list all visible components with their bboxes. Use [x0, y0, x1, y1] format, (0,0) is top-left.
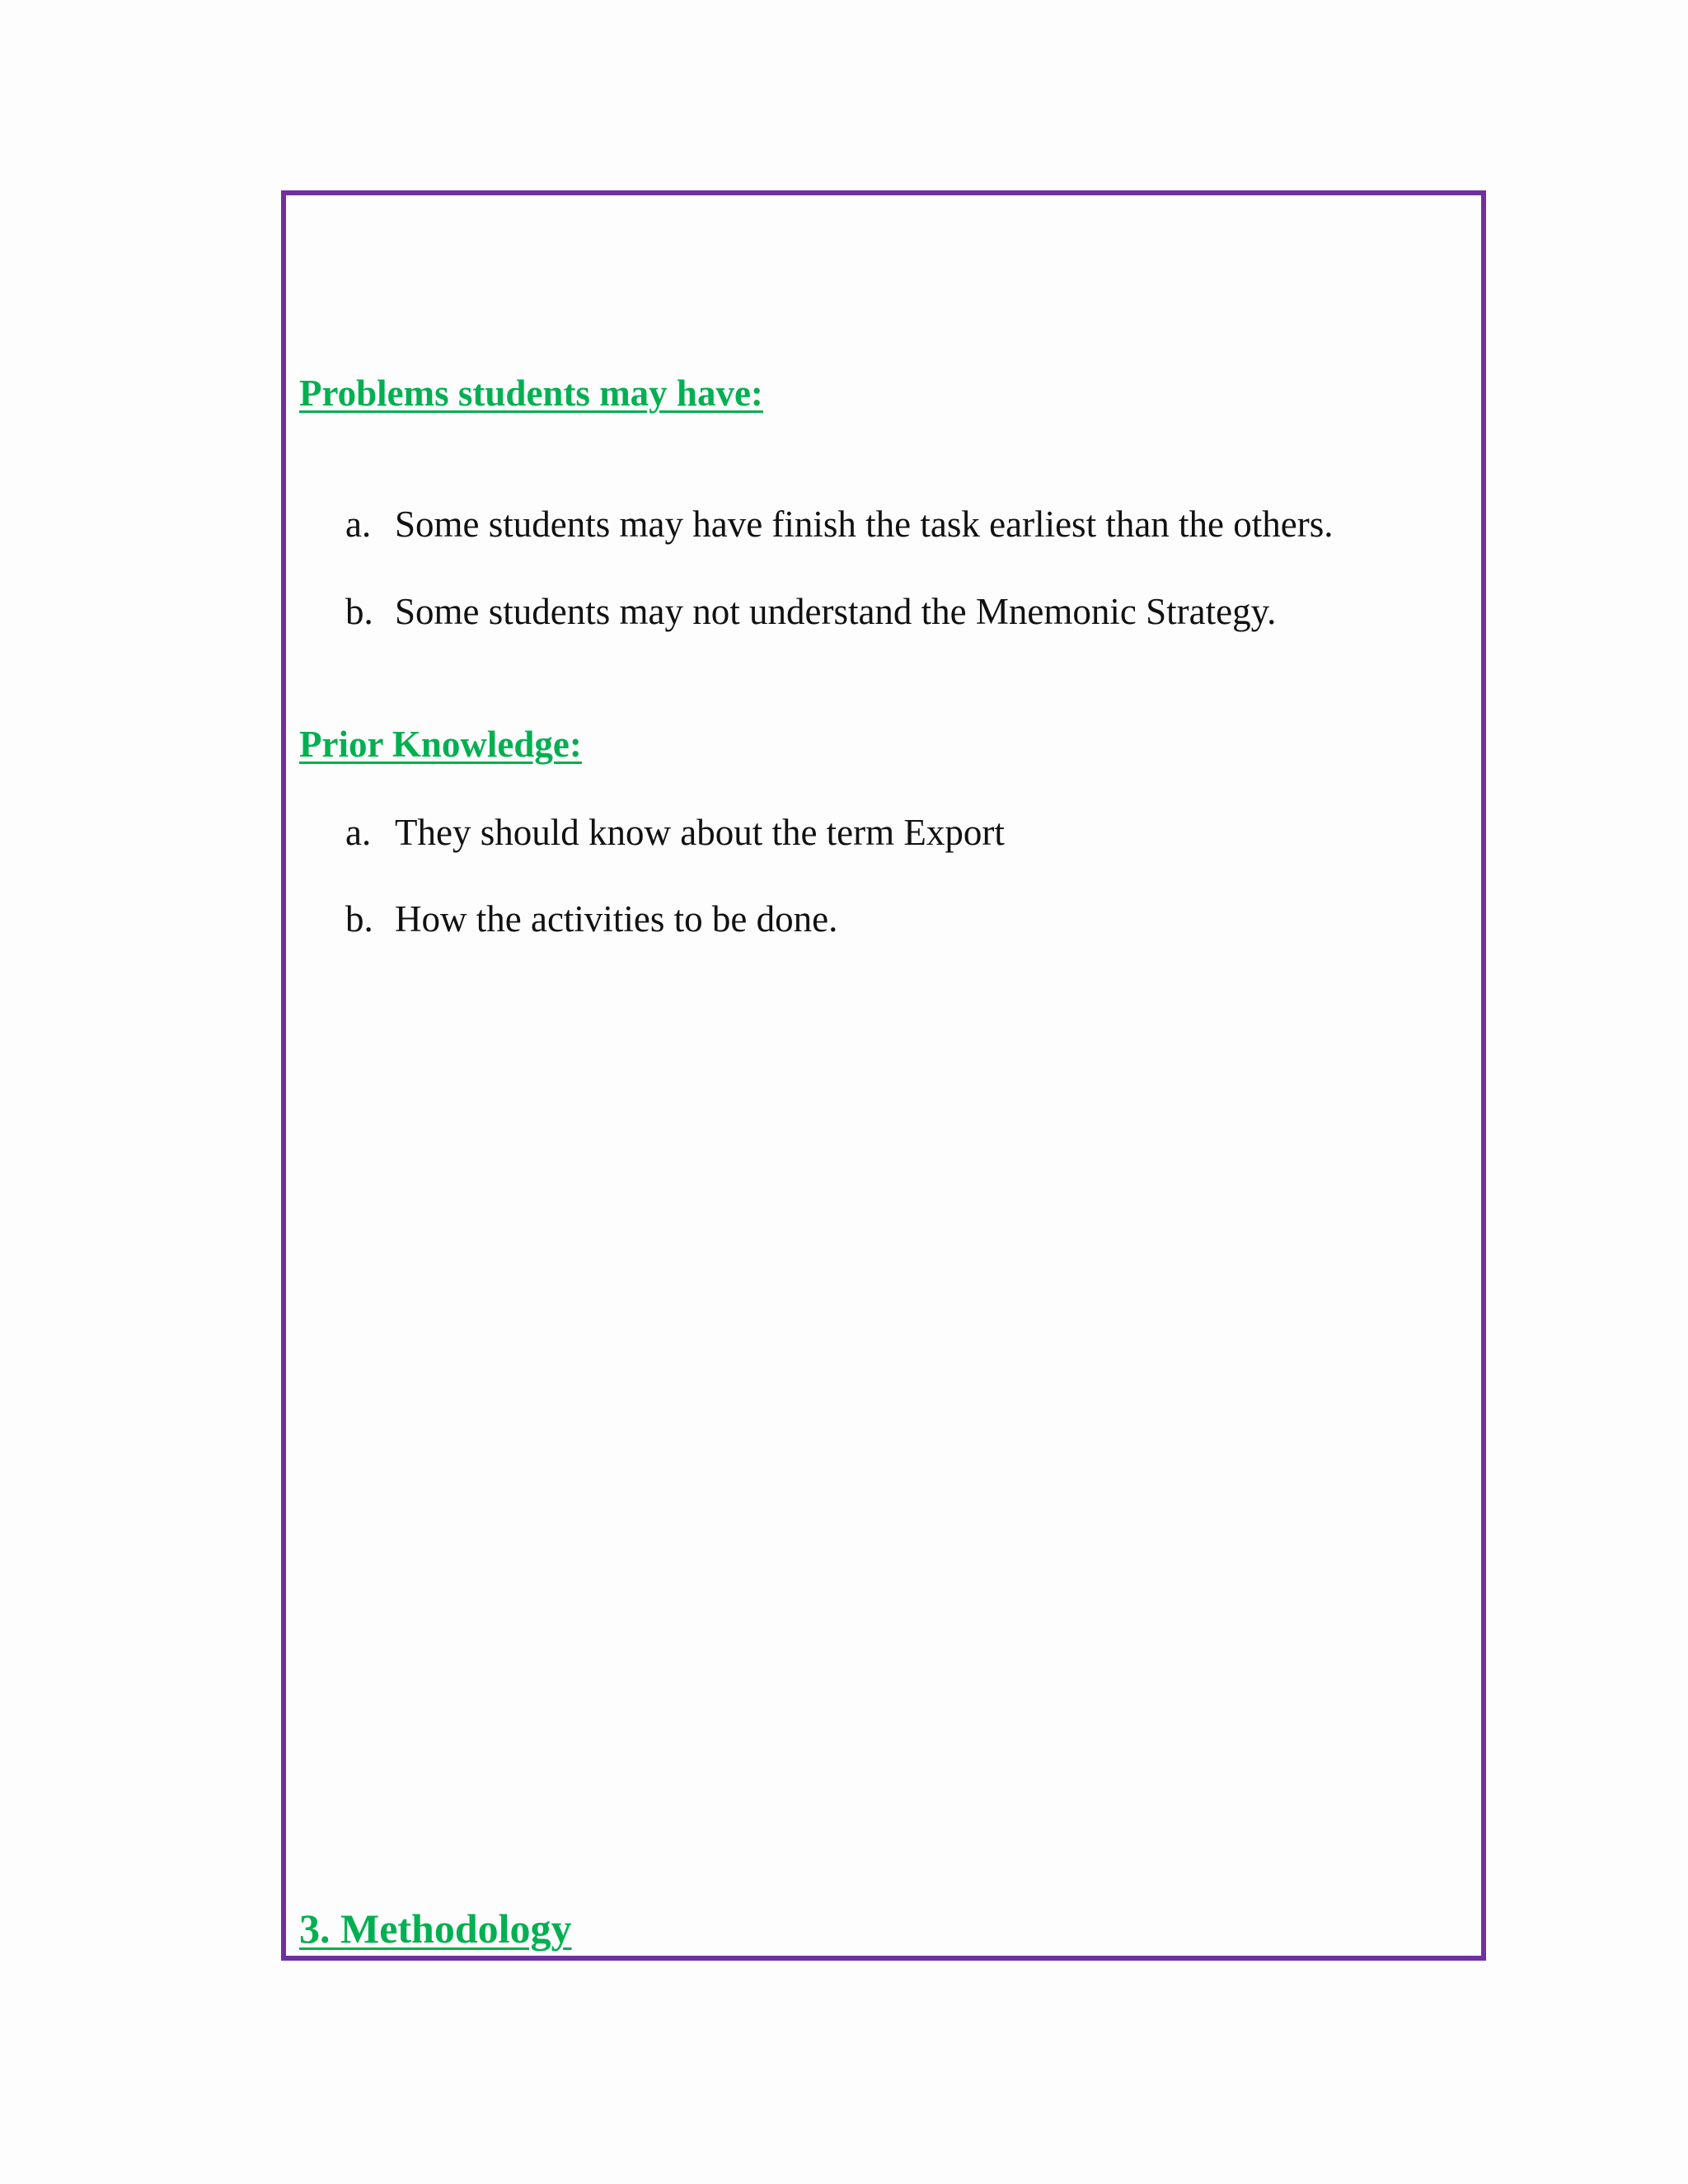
- list-marker: a.: [345, 504, 372, 545]
- list-item: [345, 898, 837, 940]
- list-marker: a.: [345, 812, 372, 853]
- prior-knowledge-heading: Prior Knowledge:: [299, 724, 582, 765]
- list-item: [345, 811, 1005, 854]
- list-item: [345, 590, 1276, 633]
- list-marker: b.: [345, 898, 373, 940]
- page-frame: [281, 190, 1486, 1961]
- list-item: [345, 503, 1334, 546]
- list-marker: b.: [345, 591, 373, 632]
- list-item-text: How the activities to be done.: [395, 898, 838, 940]
- problems-heading: Problems students may have:: [299, 373, 763, 414]
- list-item-text: Some students may not understand the Mnemonic Strategy.: [395, 591, 1277, 632]
- list-item-text: Some students may have finish the task earliest than the others.: [395, 504, 1334, 545]
- list-item-text: They should know about the term Export: [395, 812, 1005, 853]
- methodology-heading: 3. Methodology: [299, 1905, 572, 1952]
